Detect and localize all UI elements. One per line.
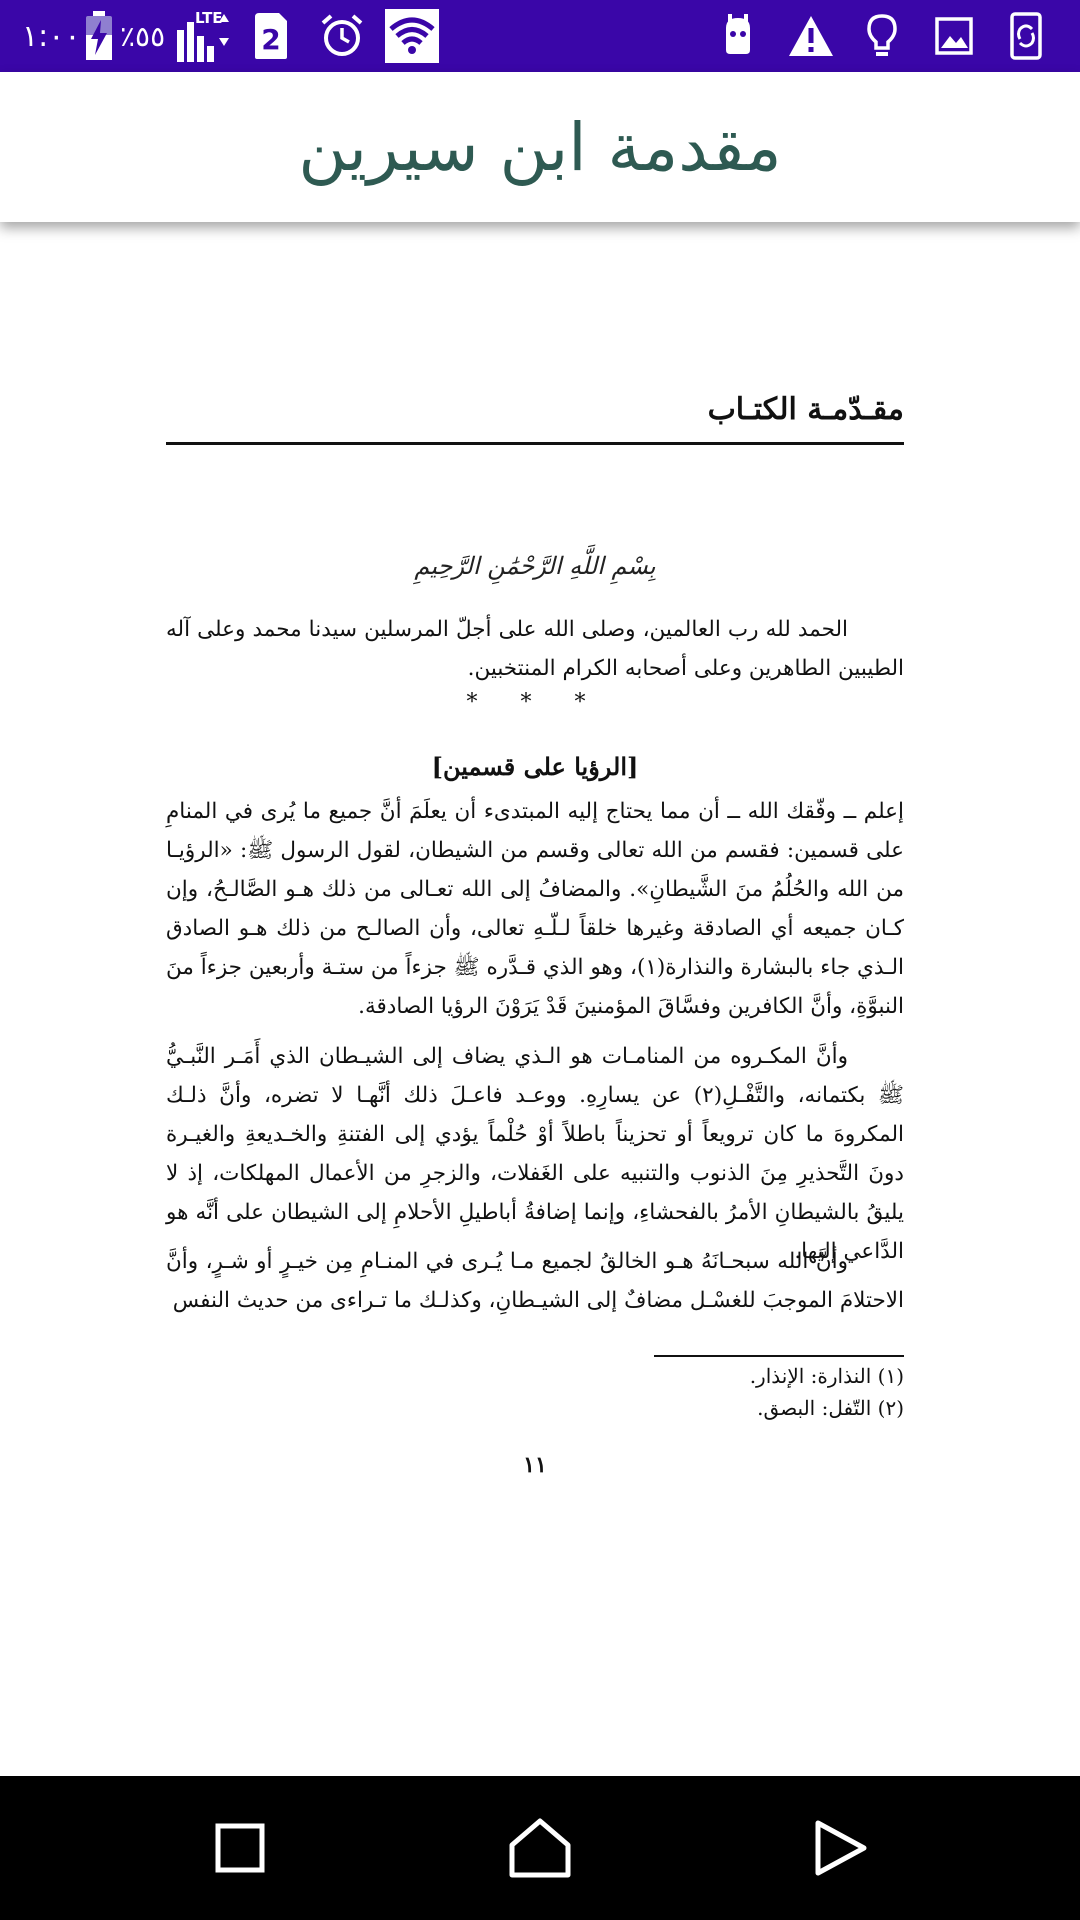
- home-icon: [508, 1817, 572, 1879]
- status-time: ١:٠٠: [22, 18, 81, 54]
- wifi-icon: [384, 0, 440, 72]
- sim-2-icon: [250, 0, 292, 72]
- back-button[interactable]: [780, 1776, 900, 1920]
- recents-icon: [214, 1822, 266, 1874]
- basmala: بِسْمِ اللَّهِ الرَّحْمَٰنِ الرَّحِيمِ: [414, 552, 656, 580]
- status-bar: [0, 0, 1080, 72]
- svg-text:LTE: LTE: [195, 9, 223, 27]
- navigation-bar: [0, 1776, 1080, 1920]
- footnote-rule: [654, 1355, 904, 1357]
- section-separator: * * *: [466, 690, 604, 715]
- body-paragraph-3: وأنَّ الله سبحـانَهُ هـو الخالقُ لجميع مـا يُـرى في المنـامِ مِن خيـرٍ أو شـرٍ، وأنَّ الاحتلامَ الموجبَ للغسْـل مضافٌ إلى الشيـطانِ، وكذلـك ما تـراءى من حديث النفس: [166, 1249, 904, 1313]
- app-title: مقدمة ابن سيرين: [298, 108, 782, 186]
- sync-icon: [1006, 0, 1046, 72]
- play-triangle-icon: [812, 1819, 868, 1877]
- page-number: ١١: [523, 1452, 547, 1478]
- chapter-title: مقـدّمـة الكتـاب: [707, 392, 904, 427]
- body-paragraph-2: وأنَّ المكـروه من المنامـات هو الـذي يضاف إلى الشيـطان الذي أَمَـر النَّبـيُّ ﷺ بكتمانه، والتَّفْـلِ(٢) عن يسارِهِ. ووعـد فاعـلَ ذلك أنَّهـا لا تضره، وأنَّ ذلـك المكروهَ ما كان ترويعاً أو تحزيناً باطلاً أوْ حُلْماً يؤدي إلى الفتنةِ والخـديعةِ والغيـرة دونَ التَّحذيرِ مِنَ الذنوب والتنبيه على الغَفلات، والزجرِ من الأعمال المهلكات، إذ لا يليقُ بالشيطانِ الأمرُ بالفحشاءِ، وإنما إضافةُ أباطيلِ الأحلامِ إلى الشيطان على أنَّه هو الدَّاعي إليها.: [166, 1044, 904, 1264]
- intro-paragraph: الحمد لله رب العالمين، وصلى الله على أجلّ المرسلين سيدنا محمد وعلى آله الطيبين الطاهرين وعلى أصحابه الكرام المنتخبين.: [166, 617, 904, 681]
- lightbulb-icon: [862, 0, 902, 72]
- battery-percent: ٪٥٥: [120, 19, 166, 53]
- alarm-icon: [318, 0, 366, 72]
- warning-icon: [786, 0, 836, 72]
- book-page[interactable]: [0, 222, 1080, 1776]
- recents-button[interactable]: [180, 1776, 300, 1920]
- image-icon: [932, 0, 976, 72]
- android-icon: [716, 0, 760, 72]
- footnote-2: (٢) التّفل: البصق.: [757, 1396, 904, 1420]
- body-paragraph-1: إعلم ــ وفّقك الله ــ أن مما يحتاج إليه المبتدىء أن يعلَمَ أنَّ جميع ما يُرى في المنامِ على قسمين: فقسم من الله تعالى وقسم من الشيطان، لقول الرسول ﷺ: «الرؤيـا من الله والحُلُمُ منَ الشَّيطانِ». والمضافُ إلى الله تعـالى من ذلك هـو الصَّالـحُ، وإن كـان جميعه أي الصادقة وغيرها خلقاً لـلّـهِ تعالى، وأن الصالـح من ذلك هـو الصادق الـذي جاء بالبشارة والنذارة(١)، وهو الذي قـدَّره ﷺ جزءاً من ستـة وأربعين جزءاً منَ النبوَّةِ، وأنَّ الكافرين وفسَّاقَ المؤمنينَ قَدْ يَرَوْنَ الرؤيا الصادقة.: [166, 799, 904, 1019]
- battery-charging-icon: [82, 0, 116, 72]
- section-heading: [الرؤيا على قسمين]: [431, 752, 639, 781]
- signal-icon: [172, 0, 234, 72]
- title-rule: [166, 442, 904, 445]
- footnote-1: (١) النذارة: الإنذار.: [749, 1364, 904, 1388]
- svg-text:2: 2: [261, 23, 281, 56]
- app-bar: [0, 72, 1080, 222]
- home-button[interactable]: [480, 1776, 600, 1920]
